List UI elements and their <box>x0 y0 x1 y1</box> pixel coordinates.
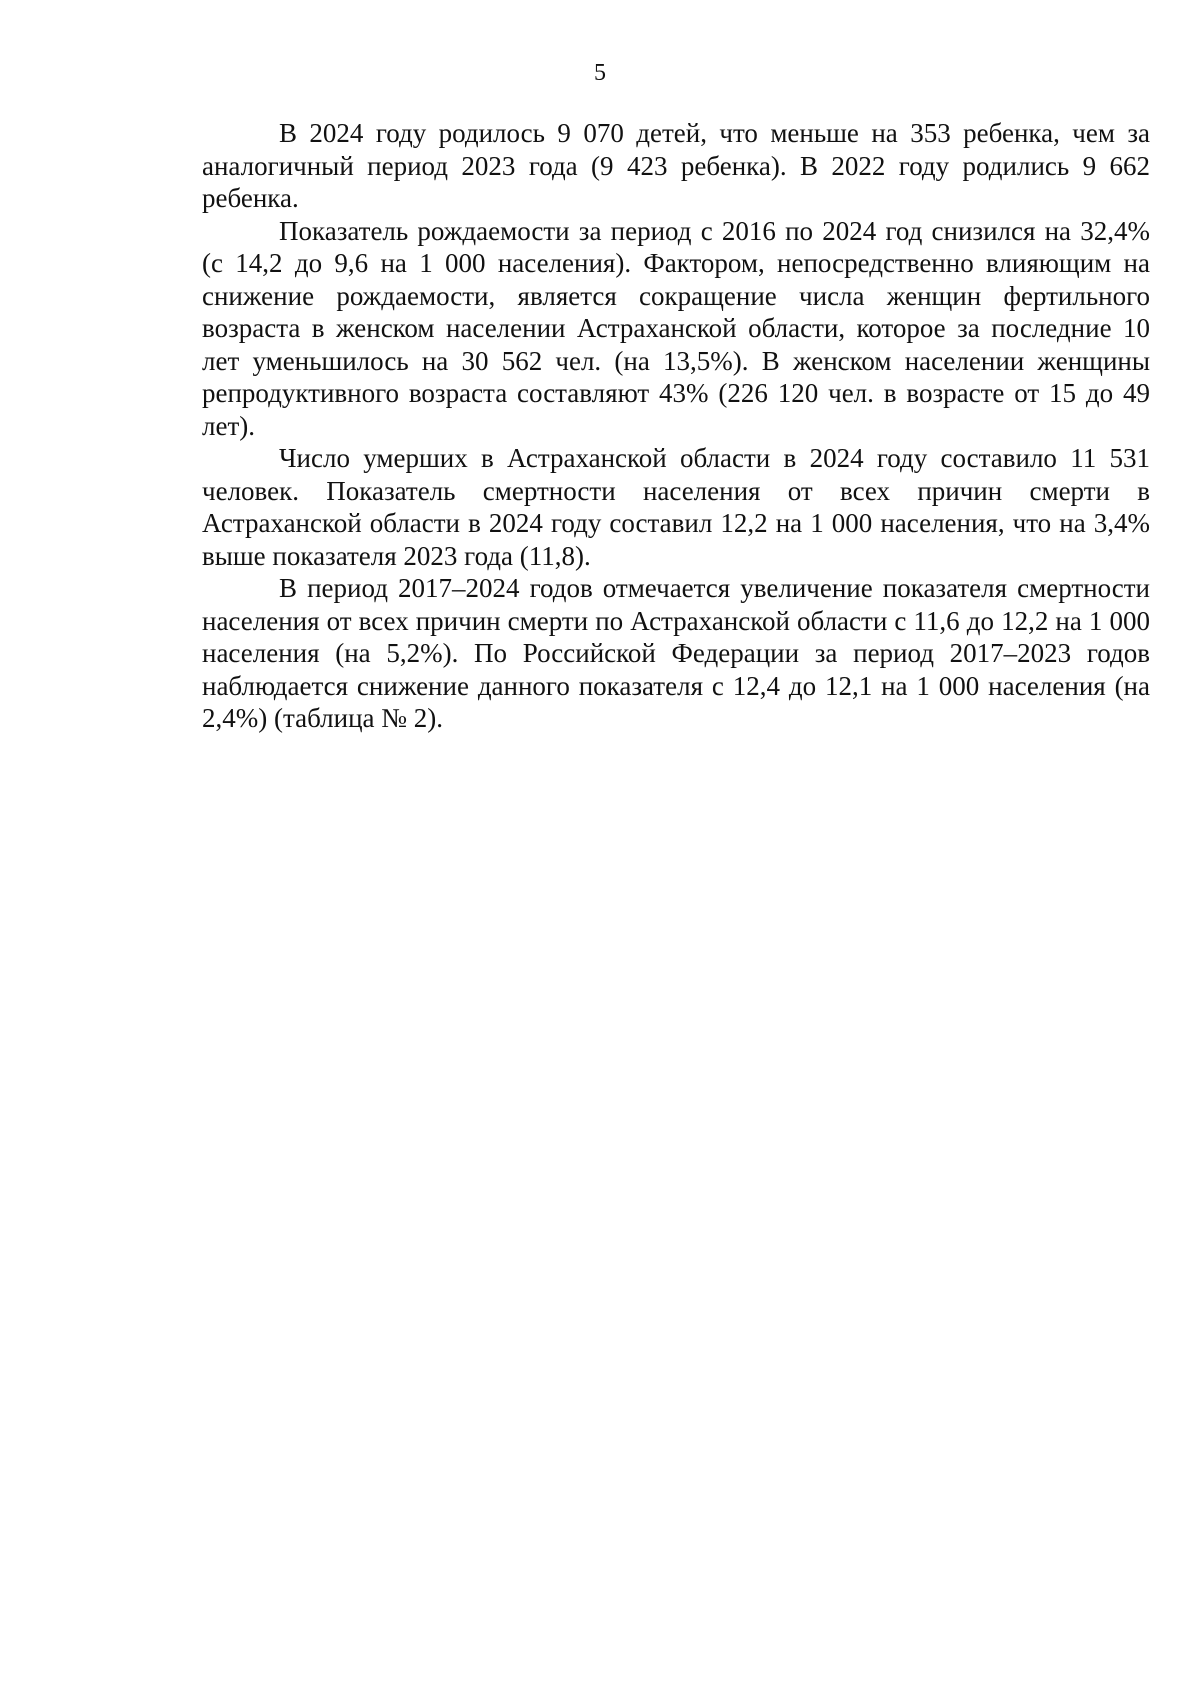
paragraph-births: В 2024 году родилось 9 070 детей, что меньше на 353 ребенка, чем за аналогичный период 2023 года (9 423 ребенка). В 2022 году родились 9 662 ребенка. <box>202 118 1150 213</box>
paragraph-mortality-trend: В период 2017–2024 годов отмечается увеличение показателя смертности населения от всех причин смерти по Астраханской области с 11,6 до 12,2 на 1 000 населения (на 5,2%). По Российской Федерации за период 2017–2023 годов наблюдается снижение данного показателя с 12,4 до 12,1 на 1 000 населения (на 2,4%) (таблица № 2). <box>202 573 1150 733</box>
paragraph-birth-rate: Показатель рождаемости за период с 2016 по 2024 год снизился на 32,4% (с 14,2 до 9,6 на 1 000 населения). Фактором, непосредственно влияющим на снижение рождаемости, является сокращение числа женщин фертильного возраста в женском населении Астраханской области, которое за последние 10 лет уменьшилось на 30 562 чел. (на 13,5%). В женском населении женщины репродуктивного возраста составляют 43% (226 120 чел. в возрасте от 15 до 49 лет). <box>202 215 1150 441</box>
page-number: 5 <box>594 60 606 86</box>
paragraph-deaths: Число умерших в Астраханской области в 2024 году составило 11 531 человек. Показатель смертности населения от всех причин смерти в Астраханской области в 2024 году составил 12,2 на 1 000 населения, что на 3,4% выше показателя 2023 года (11,8). <box>202 443 1150 571</box>
document-body <box>202 117 1150 735</box>
